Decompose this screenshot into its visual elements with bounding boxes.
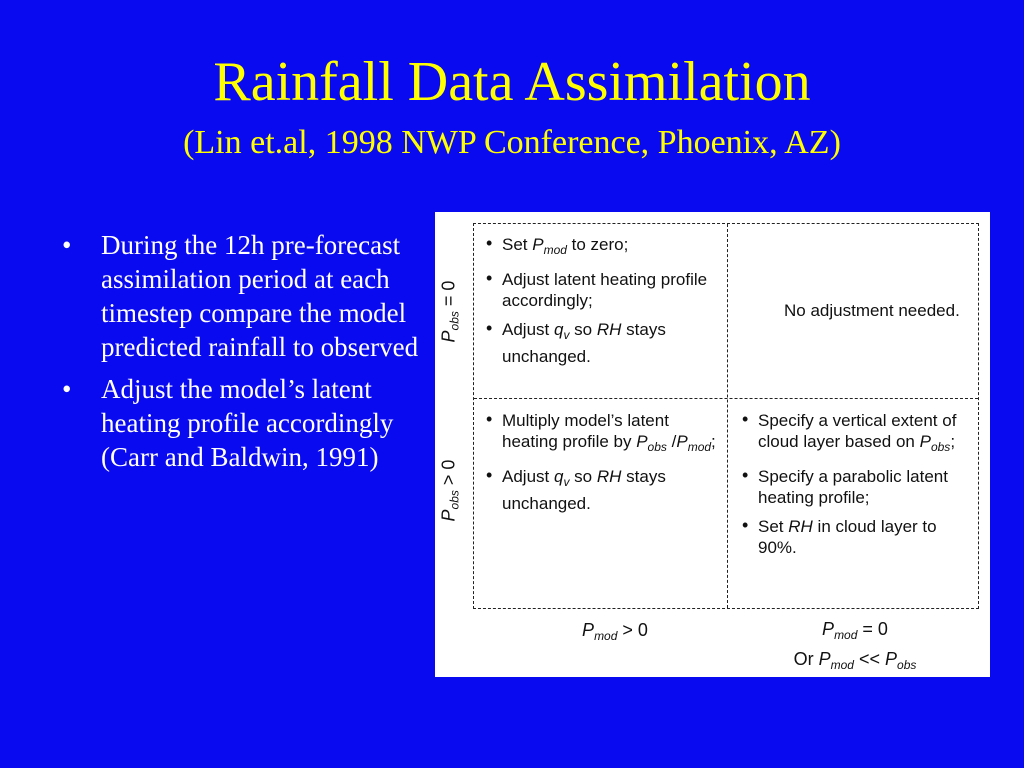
slide-subtitle: (Lin et.al, 1998 NWP Conference, Phoenix, AZ) bbox=[183, 124, 841, 161]
bullet-item bbox=[60, 228, 420, 364]
adjustment-table-figure bbox=[435, 212, 990, 677]
bullet-dot-icon: • bbox=[62, 374, 72, 404]
bullet-list bbox=[60, 228, 420, 482]
row-label-pobs-positive: $P_{obs} > 0$ bbox=[438, 459, 462, 522]
grid-divider bbox=[474, 398, 978, 399]
bullet-item bbox=[60, 372, 420, 474]
row-label-pobs-zero: $P_{obs} = 0$ bbox=[438, 280, 462, 343]
cell-pobs-positive-pmod-zero: • Specify a vertical extent of cloud layer based on $P_{obs}$; • Specify a parabolic latent heating profile; • Set RH in cloud layer to 90%. bbox=[742, 409, 957, 557]
cell-pobs0-pmod-zero: No adjustment needed. bbox=[784, 301, 960, 320]
cell-pobs-positive-pmod-positive: • Multiply model’s latent heating profile by $P_{obs}$ $/P_{mod}$; • Adjust $q_v$ so RH stays unchanged. bbox=[486, 409, 716, 513]
bullet-text: Adjust the model’s latent heating profile accordingly (Carr and Baldwin, 1991) bbox=[101, 374, 394, 472]
bullet-dot-icon: • bbox=[62, 230, 72, 260]
grid-divider bbox=[727, 224, 728, 608]
col-label-pmod-positive: $P_{mod} > 0$ bbox=[582, 620, 648, 643]
col-label-pmod-zero: $P_{mod} = 0$ Or $P_{mod} << P_{obs}$ bbox=[793, 619, 917, 672]
slide-title: Rainfall Data Assimilation bbox=[213, 51, 811, 113]
cell-pobs0-pmod-positive: • Set $P_{mod}$ to zero; • Adjust latent heating profile accordingly; • Adjust $q_v$ so RH stays unchanged. bbox=[486, 233, 708, 366]
decision-grid bbox=[473, 223, 979, 609]
bullet-text: During the 12h pre-forecast assimilation period at each timestep compare the model predicted rainfall to observed bbox=[101, 230, 419, 362]
